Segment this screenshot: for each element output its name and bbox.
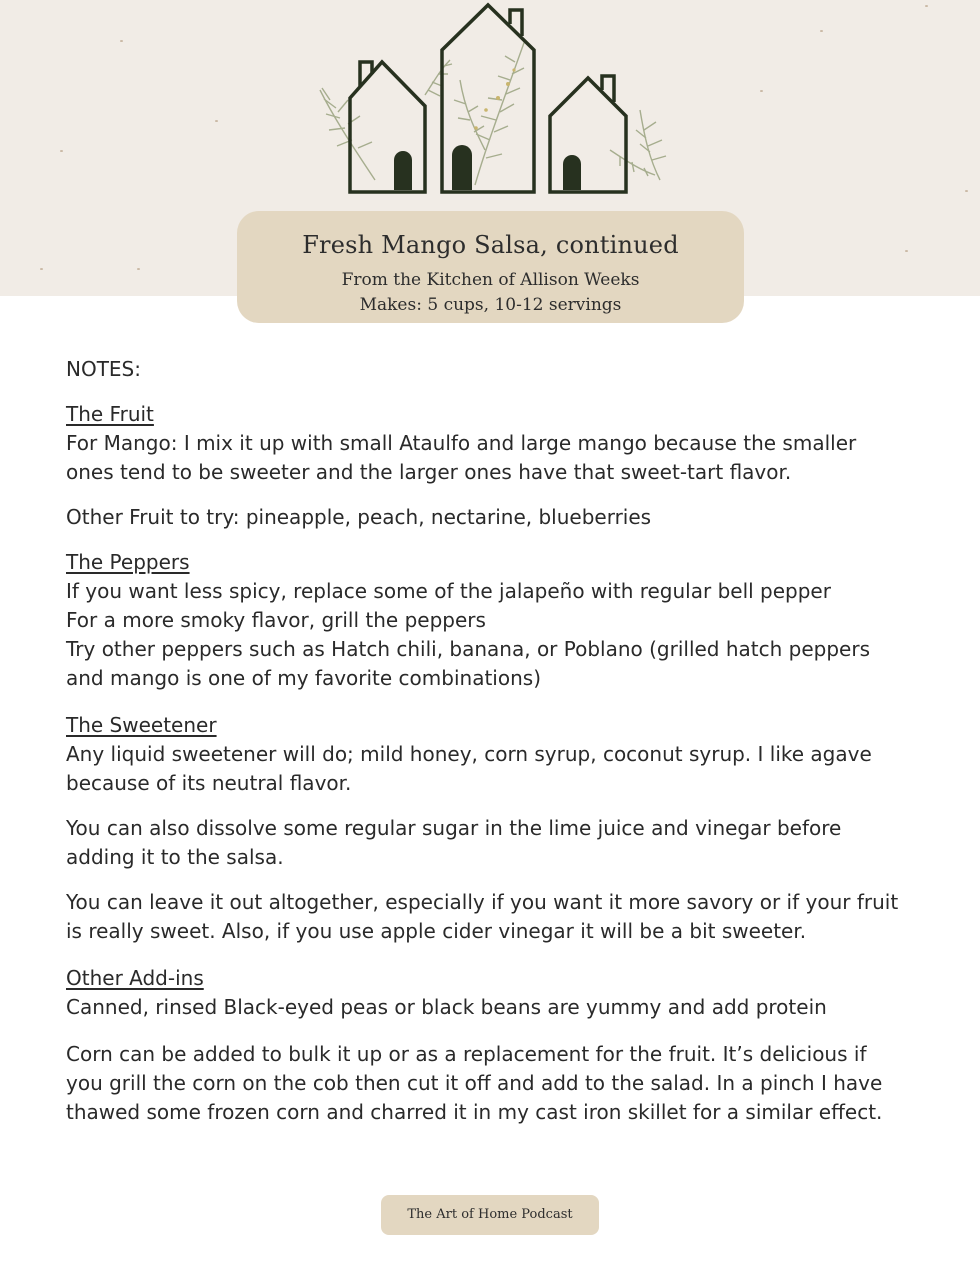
houses-illustration [300,0,680,200]
section-heading-addins: Other Add-ins [66,966,204,990]
addins-paragraph-2: Corn can be added to bulk it up or as a replacement for the fruit. It’s delicious if you grill the corn on the cob then cut it off and add to the salad. In a pinch I have thawed some frozen corn and charred it in my cast iron skillet for a similar effect. [66,1042,883,1124]
door-right-icon [563,155,581,190]
fruit-paragraph-1: For Mango: I mix it up with small Ataulfo and large mango because the smaller ones tend to be sweeter and the larger ones have that sweet-tart flavor. [66,431,857,484]
peppers-line-3: Try other peppers such as Hatch chili, banana, or Poblano (grilled hatch peppers and mango is one of my favorite combinations) [66,637,871,690]
sweetener-paragraph-3: You can leave it out altogether, especially if you want it more savory or if your fruit is really sweet. Also, if you use apple cider vinegar it will be a bit sweeter. [66,890,899,943]
section-heading-fruit: The Fruit [66,402,154,426]
notes-label: NOTES: [66,357,141,381]
house-right-icon [550,76,626,192]
author-line: From the Kitchen of Allison Weeks [341,270,640,290]
door-left-icon [394,151,412,190]
recipe-meta [237,268,744,318]
footer-badge: The Art of Home Podcast [381,1195,599,1235]
fruit-paragraph-2: Other Fruit to try: pineapple, peach, nectarine, blueberries [66,505,652,529]
addins-paragraph-1: Canned, rinsed Black-eyed peas or black beans are yummy and add protein [66,995,827,1019]
yield-line: Makes: 5 cups, 10-12 servings [359,295,622,315]
peppers-line-1: If you want less spicy, replace some of the jalapeño with regular bell pepper [66,579,831,603]
sweetener-paragraph-2: You can also dissolve some regular sugar in the lime juice and vinegar before adding it to the salsa. [66,816,842,869]
title-card [237,211,744,323]
house-left-icon [350,62,425,192]
page-title: Fresh Mango Salsa, continued [302,231,679,259]
peppers-line-2: For a more smoky flavor, grill the peppers [66,608,486,632]
sweetener-paragraph-1: Any liquid sweetener will do; mild honey, corn syrup, coconut syrup. I like agave because of its neutral flavor. [66,742,872,795]
section-heading-peppers: The Peppers [66,550,190,574]
section-heading-sweetener: The Sweetener [66,713,217,737]
notes-section [66,355,906,1127]
door-middle-icon [452,145,472,190]
